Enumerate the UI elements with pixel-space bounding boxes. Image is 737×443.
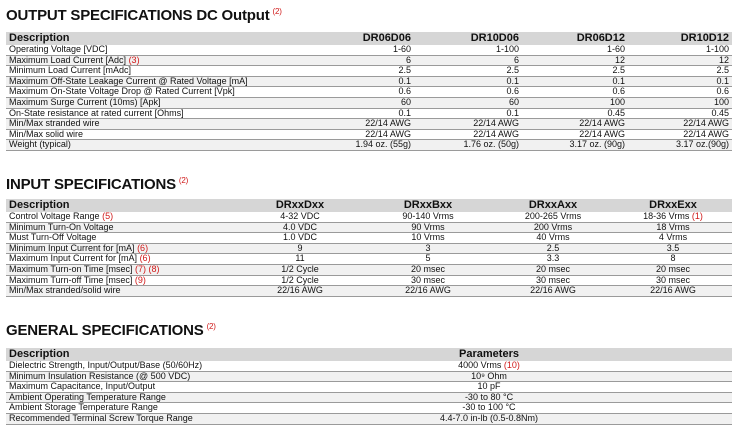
table-row bbox=[6, 222, 732, 233]
general-specifications-table bbox=[6, 348, 732, 425]
value-text: 2.5 bbox=[506, 65, 519, 76]
value-text: 10⁹ Ohm bbox=[471, 371, 507, 381]
value-text: 22/14 AWG bbox=[365, 129, 411, 139]
value-text: 60 bbox=[508, 97, 519, 107]
row-label-cell bbox=[6, 108, 306, 119]
footnote-ref: (7) (8) bbox=[135, 264, 160, 274]
row-label-cell bbox=[6, 403, 246, 414]
value-text: 20 msec bbox=[535, 264, 570, 274]
value-cell bbox=[522, 76, 628, 87]
value-cell bbox=[522, 97, 628, 108]
value-text: 22/16 AWG bbox=[650, 285, 696, 296]
column-header: DRxxBxx bbox=[364, 199, 492, 212]
column-header: Parameters bbox=[246, 348, 732, 361]
value-cell bbox=[364, 222, 492, 233]
general-section-title: GENERAL SPECIFICATIONS $^{(2)}$ bbox=[6, 322, 216, 339]
value-cell bbox=[522, 129, 628, 140]
value-text: 3 bbox=[425, 243, 431, 253]
row-label-cell bbox=[6, 361, 246, 371]
value-text: 4.0 VDC bbox=[282, 222, 317, 232]
value-text: 22/14 AWG bbox=[683, 129, 729, 139]
value-cell bbox=[522, 119, 628, 130]
value-cell bbox=[246, 413, 732, 424]
value-cell bbox=[306, 76, 414, 87]
row-label-cell bbox=[6, 212, 236, 222]
row-label: Maximum Turn-on Time [msec] bbox=[9, 264, 133, 274]
row-label: Ambient Storage Temperature Range bbox=[9, 402, 158, 413]
output-section-title: OUTPUT SPECIFICATIONS DC Output $^{(2)}$ bbox=[6, 7, 282, 24]
value-cell bbox=[414, 140, 522, 151]
value-text: 0.6 bbox=[506, 86, 519, 97]
table-row bbox=[6, 129, 732, 140]
table-row bbox=[6, 403, 732, 414]
value-cell bbox=[628, 119, 732, 130]
value-cell bbox=[492, 222, 614, 233]
table-row bbox=[6, 119, 732, 130]
value-text: 0.1 bbox=[398, 108, 411, 118]
value-cell bbox=[236, 286, 364, 297]
value-cell bbox=[614, 233, 732, 244]
value-text: 3.5 bbox=[666, 243, 680, 253]
value-text: 30 msec bbox=[410, 275, 445, 285]
value-cell bbox=[522, 108, 628, 119]
value-text: 9 bbox=[297, 243, 303, 253]
value-text: 1.94 oz. (55g) bbox=[355, 139, 411, 150]
value-text: 8 bbox=[670, 253, 676, 264]
value-cell bbox=[628, 108, 732, 119]
value-cell bbox=[414, 87, 522, 98]
value-cell bbox=[614, 222, 732, 233]
row-label: Minimum Load Current [mAdc] bbox=[9, 65, 132, 76]
value-cell bbox=[628, 140, 732, 151]
value-text: 3.17 oz.(90g) bbox=[675, 139, 729, 150]
value-cell bbox=[246, 371, 732, 382]
row-label-cell bbox=[6, 233, 236, 244]
table-row bbox=[6, 361, 732, 371]
column-header: DR06D06 bbox=[306, 32, 414, 45]
value-text: 22/16 AWG bbox=[405, 285, 451, 296]
value-cell bbox=[236, 233, 364, 244]
row-label: Operating Voltage [VDC] bbox=[9, 45, 108, 54]
value-text: 200-265 Vrms bbox=[524, 212, 582, 221]
row-label-cell bbox=[6, 254, 236, 265]
table-row bbox=[6, 97, 732, 108]
row-label-cell bbox=[6, 382, 246, 393]
value-text: 6 bbox=[513, 55, 519, 65]
value-cell bbox=[364, 243, 492, 254]
value-cell bbox=[414, 119, 522, 130]
value-cell bbox=[614, 286, 732, 297]
value-cell bbox=[628, 45, 732, 55]
value-cell bbox=[236, 264, 364, 275]
value-text: 0.45 bbox=[607, 108, 625, 118]
table-row bbox=[6, 108, 732, 119]
value-text: 90-140 Vrms bbox=[402, 212, 454, 221]
footnote-ref: (6) bbox=[137, 243, 149, 253]
value-text: 1-100 bbox=[495, 45, 519, 54]
table-row bbox=[6, 140, 732, 151]
value-cell bbox=[414, 108, 522, 119]
value-text: 4-32 VDC bbox=[280, 212, 320, 221]
row-label-cell bbox=[6, 87, 306, 98]
value-text: 2.5 bbox=[716, 65, 729, 76]
value-text: 18-36 Vrms bbox=[643, 212, 692, 221]
value-cell bbox=[628, 87, 732, 98]
row-label: Recommended Terminal Screw Torque Range bbox=[9, 413, 193, 423]
value-cell bbox=[492, 286, 614, 297]
footnote-ref: (1) bbox=[691, 212, 703, 221]
value-text: 3.17 oz. (90g) bbox=[569, 139, 625, 150]
row-label-cell bbox=[6, 140, 306, 151]
value-cell bbox=[614, 254, 732, 265]
value-text: 0.1 bbox=[506, 108, 519, 118]
row-label: Minimum Turn-On Voltage bbox=[9, 222, 114, 232]
value-text: 12 bbox=[718, 55, 729, 65]
input-section-title: INPUT SPECIFICATIONS $^{(2)}$ bbox=[6, 176, 189, 193]
table-row bbox=[6, 76, 732, 87]
value-text: 3.3 bbox=[546, 253, 560, 264]
value-text: 22/16 AWG bbox=[277, 285, 323, 296]
value-cell bbox=[306, 66, 414, 77]
row-label-cell bbox=[6, 392, 246, 403]
value-text: 11 bbox=[295, 253, 305, 264]
table-header-row bbox=[6, 348, 732, 361]
value-text: 20 msec bbox=[410, 264, 445, 274]
value-text: 22/14 AWG bbox=[473, 118, 519, 129]
value-text: 5 bbox=[425, 253, 431, 264]
value-text: 0.6 bbox=[612, 86, 625, 97]
value-cell bbox=[246, 382, 732, 393]
table-row bbox=[6, 264, 732, 275]
row-label: Minimum Input Current for [mA] bbox=[9, 243, 135, 253]
row-label: Ambient Operating Temperature Range bbox=[9, 392, 166, 402]
row-label: On-State resistance at rated current [Ohms] bbox=[9, 108, 184, 118]
value-cell bbox=[614, 264, 732, 275]
value-text: 1/2 Cycle bbox=[281, 275, 319, 285]
row-label-cell bbox=[6, 286, 236, 297]
row-label-cell bbox=[6, 371, 246, 382]
row-label-cell bbox=[6, 275, 236, 286]
value-cell bbox=[306, 97, 414, 108]
value-cell bbox=[414, 97, 522, 108]
row-label: Weight (typical) bbox=[9, 139, 71, 150]
value-cell bbox=[414, 129, 522, 140]
value-cell bbox=[306, 45, 414, 55]
table-header-row bbox=[6, 32, 732, 45]
table-row bbox=[6, 392, 732, 403]
table-row bbox=[6, 275, 732, 286]
table-row bbox=[6, 55, 732, 66]
value-text: 6 bbox=[405, 55, 411, 65]
row-label: Min/Max stranded wire bbox=[9, 118, 100, 129]
value-text: 100 bbox=[713, 97, 729, 107]
value-cell bbox=[236, 254, 364, 265]
table-row bbox=[6, 233, 732, 244]
row-label-cell bbox=[6, 243, 236, 254]
value-cell bbox=[492, 264, 614, 275]
table-row bbox=[6, 413, 732, 424]
footnote-ref: (3) bbox=[128, 55, 140, 65]
value-cell bbox=[364, 254, 492, 265]
value-text: 0.6 bbox=[716, 86, 729, 97]
row-label: Min/Max solid wire bbox=[9, 129, 84, 139]
table-row bbox=[6, 243, 732, 254]
value-cell bbox=[236, 222, 364, 233]
value-cell bbox=[628, 76, 732, 87]
row-label: Min/Max stranded/solid wire bbox=[9, 285, 121, 296]
value-cell bbox=[614, 212, 732, 222]
value-text: 12 bbox=[614, 55, 625, 65]
row-label-cell bbox=[6, 222, 236, 233]
value-cell bbox=[364, 212, 492, 222]
value-text: 0.45 bbox=[711, 108, 729, 118]
value-cell bbox=[236, 243, 364, 254]
value-cell bbox=[492, 212, 614, 222]
value-cell bbox=[364, 286, 492, 297]
value-cell bbox=[492, 275, 614, 286]
column-header: DRxxExx bbox=[614, 199, 732, 212]
column-header: DRxxAxx bbox=[492, 199, 614, 212]
column-header: Description bbox=[6, 32, 306, 45]
value-text: 1.0 VDC bbox=[282, 232, 317, 243]
value-cell bbox=[246, 403, 732, 414]
value-cell bbox=[628, 55, 732, 66]
column-header: DRxxDxx bbox=[236, 199, 364, 212]
value-text: 22/16 AWG bbox=[530, 285, 576, 296]
value-text: -30 to 80 °C bbox=[464, 392, 514, 402]
value-text: 1-60 bbox=[392, 45, 411, 54]
value-text: 22/14 AWG bbox=[683, 118, 729, 129]
value-text: 10 pF bbox=[477, 381, 501, 392]
row-label-cell bbox=[6, 119, 306, 130]
footnote-ref: (5) bbox=[102, 212, 114, 221]
table-row bbox=[6, 87, 732, 98]
value-text: 20 msec bbox=[655, 264, 690, 274]
column-header: DR10D06 bbox=[414, 32, 522, 45]
value-text: 1/2 Cycle bbox=[281, 264, 319, 274]
value-cell bbox=[306, 87, 414, 98]
table-row bbox=[6, 371, 732, 382]
output-specifications-table bbox=[6, 32, 732, 151]
table-row bbox=[6, 212, 732, 222]
value-text: 0.6 bbox=[398, 86, 411, 97]
value-cell bbox=[628, 66, 732, 77]
value-text: 10 Vrms bbox=[411, 232, 445, 243]
row-label: Must Turn-Off Voltage bbox=[9, 232, 97, 243]
value-cell bbox=[364, 275, 492, 286]
value-cell bbox=[306, 119, 414, 130]
value-cell bbox=[236, 275, 364, 286]
row-label: Maximum Surge Current (10ms) [Apk] bbox=[9, 97, 161, 107]
value-text: 1.76 oz. (50g) bbox=[463, 139, 519, 150]
row-label-cell bbox=[6, 66, 306, 77]
row-label: Maximum On-State Voltage Drop @ Rated Current [Vpk] bbox=[9, 86, 235, 97]
value-cell bbox=[628, 129, 732, 140]
value-text: 0.1 bbox=[612, 76, 625, 86]
value-text: 1-100 bbox=[705, 45, 729, 54]
value-cell bbox=[236, 212, 364, 222]
row-label-cell bbox=[6, 129, 306, 140]
footnote-ref: (9) bbox=[134, 275, 146, 285]
value-cell bbox=[364, 264, 492, 275]
row-label-cell bbox=[6, 264, 236, 275]
value-cell bbox=[246, 361, 732, 371]
value-text: 2.5 bbox=[546, 243, 560, 253]
value-text: 0.1 bbox=[398, 76, 411, 86]
table-row bbox=[6, 382, 732, 393]
value-cell bbox=[414, 66, 522, 77]
value-text: 4 Vrms bbox=[658, 232, 688, 243]
value-text: 22/14 AWG bbox=[365, 118, 411, 129]
row-label: Minimum Insulation Resistance (@ 500 VDC) bbox=[9, 371, 191, 381]
column-header: Description bbox=[6, 199, 236, 212]
row-label-cell bbox=[6, 45, 306, 55]
value-cell bbox=[492, 243, 614, 254]
table-row bbox=[6, 66, 732, 77]
row-label: Maximum Load Current [Adc] bbox=[9, 55, 127, 65]
value-cell bbox=[364, 233, 492, 244]
value-text: 30 msec bbox=[655, 275, 690, 285]
footnote-ref: (6) bbox=[139, 253, 151, 264]
table-row bbox=[6, 254, 732, 265]
column-header: DR06D12 bbox=[522, 32, 628, 45]
row-label: Dielectric Strength, Input/Output/Base (50/60Hz) bbox=[9, 361, 203, 370]
value-cell bbox=[492, 254, 614, 265]
value-text: 0.1 bbox=[716, 76, 729, 86]
value-cell bbox=[522, 140, 628, 151]
value-cell bbox=[306, 55, 414, 66]
value-cell bbox=[414, 76, 522, 87]
value-text: 4000 Vrms bbox=[458, 361, 502, 370]
value-cell bbox=[522, 55, 628, 66]
row-label: Maximum Off-State Leakage Current @ Rated Voltage [mA] bbox=[9, 76, 248, 86]
value-text: 30 msec bbox=[535, 275, 570, 285]
column-header: DR10D12 bbox=[628, 32, 732, 45]
input-specifications-table bbox=[6, 199, 732, 297]
row-label-cell bbox=[6, 55, 306, 66]
value-text: 4.4-7.0 in-lb (0.5-0.8Nm) bbox=[439, 413, 539, 423]
value-text: 22/14 AWG bbox=[579, 129, 625, 139]
value-cell bbox=[628, 97, 732, 108]
row-label: Maximum Capacitance, Input/Output bbox=[9, 381, 156, 392]
value-cell bbox=[522, 45, 628, 55]
value-cell bbox=[522, 66, 628, 77]
footnote-ref: (10) bbox=[503, 361, 520, 370]
value-text: -30 to 100 °C bbox=[462, 402, 516, 413]
column-header: Description bbox=[6, 348, 246, 361]
value-cell bbox=[246, 392, 732, 403]
value-text: 22/14 AWG bbox=[473, 129, 519, 139]
value-cell bbox=[492, 233, 614, 244]
table-row bbox=[6, 45, 732, 55]
row-label: Control Voltage Range bbox=[9, 212, 100, 221]
value-cell bbox=[306, 108, 414, 119]
value-cell bbox=[522, 87, 628, 98]
value-text: 40 Vrms bbox=[536, 232, 570, 243]
value-cell bbox=[414, 55, 522, 66]
value-cell bbox=[306, 129, 414, 140]
table-row bbox=[6, 286, 732, 297]
row-label: Maximum Input Current for [mA] bbox=[9, 253, 138, 264]
value-text: 200 Vrms bbox=[533, 222, 573, 232]
value-text: 0.1 bbox=[506, 76, 519, 86]
value-cell bbox=[614, 275, 732, 286]
row-label: Maximum Turn-off Time [msec] bbox=[9, 275, 133, 285]
row-label-cell bbox=[6, 413, 246, 424]
row-label-cell bbox=[6, 76, 306, 87]
value-cell bbox=[306, 140, 414, 151]
value-text: 60 bbox=[400, 97, 411, 107]
row-label-cell bbox=[6, 97, 306, 108]
value-text: 2.5 bbox=[398, 65, 411, 76]
value-text: 90 Vrms bbox=[411, 222, 445, 232]
value-text: 100 bbox=[609, 97, 625, 107]
value-cell bbox=[614, 243, 732, 254]
value-cell bbox=[414, 45, 522, 55]
table-header-row bbox=[6, 199, 732, 212]
value-text: 22/14 AWG bbox=[579, 118, 625, 129]
value-text: 18 Vrms bbox=[656, 222, 690, 232]
value-text: 1-60 bbox=[606, 45, 625, 54]
value-text: 2.5 bbox=[612, 65, 625, 76]
